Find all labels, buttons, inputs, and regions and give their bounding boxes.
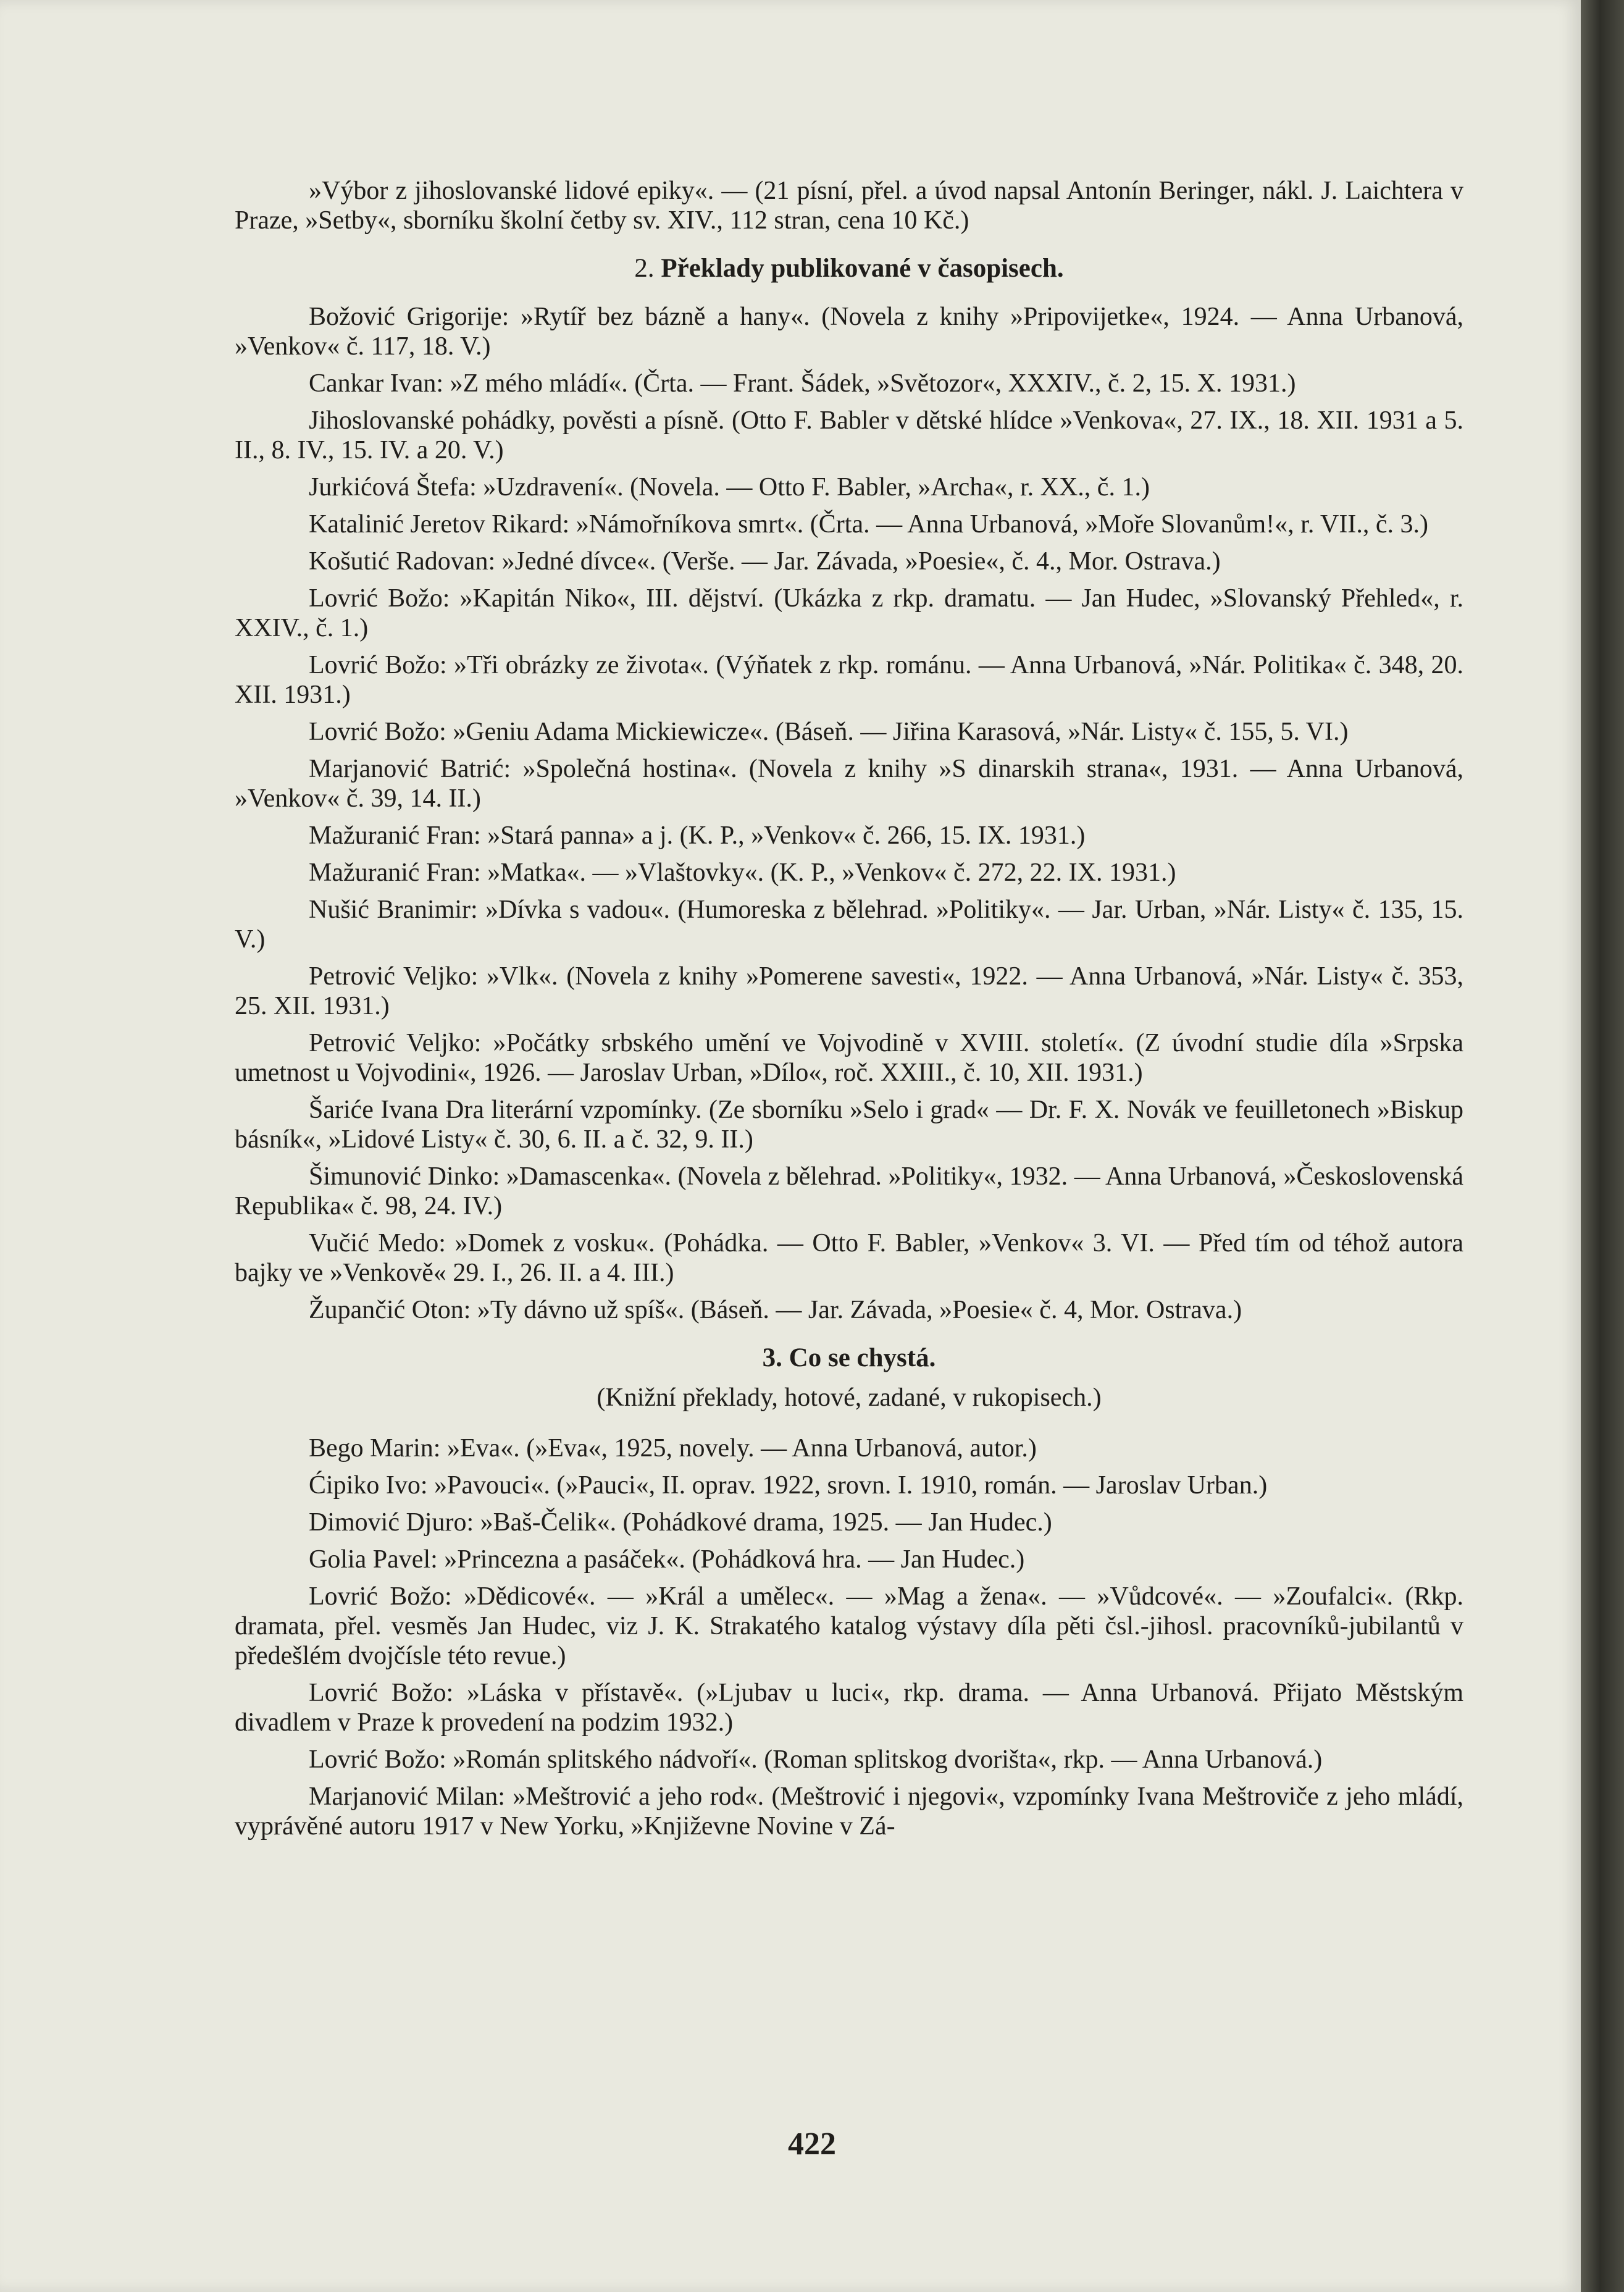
section-3-heading — [235, 1343, 1463, 1373]
section-3-number: 3. — [762, 1343, 782, 1372]
intro-paragraph: »Výbor z jihoslovanské lidové epiky«. — (21 písní, přel. a úvod napsal Antonín Beringer, nákl. J. Laichtera v Praze, »Setby«, sborníku školní četby sv. XIV., 112 stran, cena 10 Kč.) — [235, 177, 1463, 235]
book-binding-edge — [1581, 0, 1624, 2292]
list-item: Nušić Branimir: »Dívka s vadou«. (Humoreska z bělehrad. »Politiky«. — Jar. Urban, »Nár. Listy« č. 135, 15. V.) — [235, 896, 1463, 954]
list-item: Mažuranić Fran: »Matka«. — »Vlaštovky«. (K. P., »Venkov« č. 272, 22. IX. 1931.) — [309, 858, 1176, 887]
list-item: Jurkićová Štefa: »Uzdravení«. (Novela. — Otto F. Babler, »Archa«, r. XX., č. 1.) — [309, 473, 1150, 502]
list-item: Bego Marin: »Eva«. (»Eva«, 1925, novely. — Anna Urbanová, autor.) — [309, 1434, 1037, 1463]
list-item: Marjanović Batrić: »Společná hostina«. (Novela z knihy »S dinarskih strana«, 1931. — Anna Urbanová, »Venkov« č. 39, 14. II.) — [235, 755, 1463, 813]
list-item: Košutić Radovan: »Jedné dívce«. (Verše. — Jar. Závada, »Poesie«, č. 4., Mor. Ostrava.) — [309, 547, 1221, 576]
section-2-list — [235, 302, 1463, 1325]
list-item: Lovrić Božo: »Geniu Adama Mickiewicze«. (Báseň. — Jiřina Karasová, »Nár. Listy« č. 155, 5. VI.) — [309, 718, 1349, 746]
list-item: Lovrić Božo: »Román splitského nádvoří«. (Roman splitskog dvorišta«, rkp. — Anna Urbanová.) — [309, 1745, 1323, 1774]
section-2-heading — [235, 254, 1463, 283]
section-3-subtitle: (Knižní překlady, hotové, zadané, v rukopisech.) — [596, 1383, 1102, 1412]
list-item: Lovrić Božo: »Dědicové«. — »Král a umělec«. — »Mag a žena«. — »Vůdcové«. — »Zoufalci«. (Rkp. dramata, přel. vesměs Jan Hudec, viz J. K. Strakatého katalog výstavy díla pěti čsl.-jihosl. pracovníků-jubilantů v předešlém dvojčísle této revue.) — [235, 1582, 1463, 1670]
list-item: Lovrić Božo: »Tři obrázky ze života«. (Výňatek z rkp. románu. — Anna Urbanová, »Nár. Politika« č. 348, 20. XII. 1931.) — [235, 651, 1463, 709]
list-item: Petrović Veljko: »Počátky srbského umění ve Vojvodině v XVIII. století«. (Z úvodní studie díla »Srpska umetnost u Vojvodini«, 1926. — Jaroslav Urban, »Dílo«, roč. XXIII., č. 10, XII. 1931.) — [235, 1029, 1463, 1087]
section-3-list — [235, 1434, 1463, 1841]
list-item: Jihoslovanské pohádky, pověsti a písně. (Otto F. Babler v dětské hlídce »Venkova«, 27. IX., 18. XII. 1931 a 5. II., 8. IV., 15. IV. a 20. V.) — [235, 406, 1463, 464]
list-item: Vučić Medo: »Domek z vosku«. (Pohádka. — Otto F. Babler, »Venkov« 3. VI. — Před tím od téhož autora bajky ve »Venkově« 29. I., 26. II. a 4. III.) — [235, 1229, 1463, 1287]
list-item: Lovrić Božo: »Láska v přístavě«. (»Ljubav u luci«, rkp. drama. — Anna Urbanová. Přijato Městským divadlem v Praze k provedení na podzim 1932.) — [235, 1679, 1463, 1737]
section-3-title: Co se chystá. — [789, 1343, 936, 1372]
list-item: Šimunović Dinko: »Damascenka«. (Novela z bělehrad. »Politiky«, 1932. — Anna Urbanová, »Československá Republika« č. 98, 24. IV.) — [235, 1162, 1463, 1220]
list-item: Golia Pavel: »Princezna a pasáček«. (Pohádková hra. — Jan Hudec.) — [309, 1545, 1025, 1574]
section-2-title: Překlady publikované v časopisech. — [661, 254, 1064, 283]
list-item: Mažuranić Fran: »Stará panna» a j. (K. P., »Venkov« č. 266, 15. IX. 1931.) — [309, 821, 1086, 850]
page-number: 422 — [788, 2126, 836, 2162]
list-item: Cankar Ivan: »Z mého mládí«. (Črta. — Frant. Šádek, »Světozor«, XXXIV., č. 2, 15. X. 1931.) — [309, 369, 1296, 398]
list-item: Katalinić Jeretov Rikard: »Námořníkova smrt«. (Črta. — Anna Urbanová, »Moře Slovanům!«, r. VII., č. 3.) — [309, 510, 1428, 539]
section-2-number: 2. — [634, 254, 655, 283]
list-item: Dimović Djuro: »Baš-Čelik«. (Pohádkové drama, 1925. — Jan Hudec.) — [309, 1508, 1052, 1537]
list-item: Ćipiko Ivo: »Pavouci«. (»Pauci«, II. oprav. 1922, srovn. I. 1910, román. — Jaroslav Urban.) — [309, 1471, 1268, 1500]
list-item: Petrović Veljko: »Vlk«. (Novela z knihy »Pomerene savesti«, 1922. — Anna Urbanová, »Nár. Listy« č. 353, 25. XII. 1931.) — [235, 962, 1463, 1020]
list-item: Marjanović Milan: »Meštrović a jeho rod«. (Meštrović i njegovi«, vzpomínky Ivana Meštroviče z jeho mládí, vyprávěné autoru 1917 v New Yorku, »Književne Novine v Zá- — [235, 1782, 1463, 1841]
page-content — [235, 176, 1463, 1849]
list-item: Šariće Ivana Dra literární vzpomínky. (Ze sborníku »Selo i grad« — Dr. F. X. Novák ve feuilletonech »Biskup básník«, »Lidové Listy« č. 30, 6. II. a č. 32, 9. II.) — [235, 1096, 1463, 1154]
list-item: Župančić Oton: »Ty dávno už spíš«. (Báseň. — Jar. Závada, »Poesie« č. 4, Mor. Ostrava.) — [309, 1296, 1242, 1324]
list-item: Lovrić Božo: »Kapitán Niko«, III. dějství. (Ukázka z rkp. dramatu. — Jan Hudec, »Slovanský Přehled«, r. XXIV., č. 1.) — [235, 584, 1463, 642]
list-item: Božović Grigorije: »Rytíř bez bázně a hany«. (Novela z knihy »Pripovijetke«, 1924. — Anna Urbanová, »Venkov« č. 117, 18. V.) — [235, 303, 1463, 361]
